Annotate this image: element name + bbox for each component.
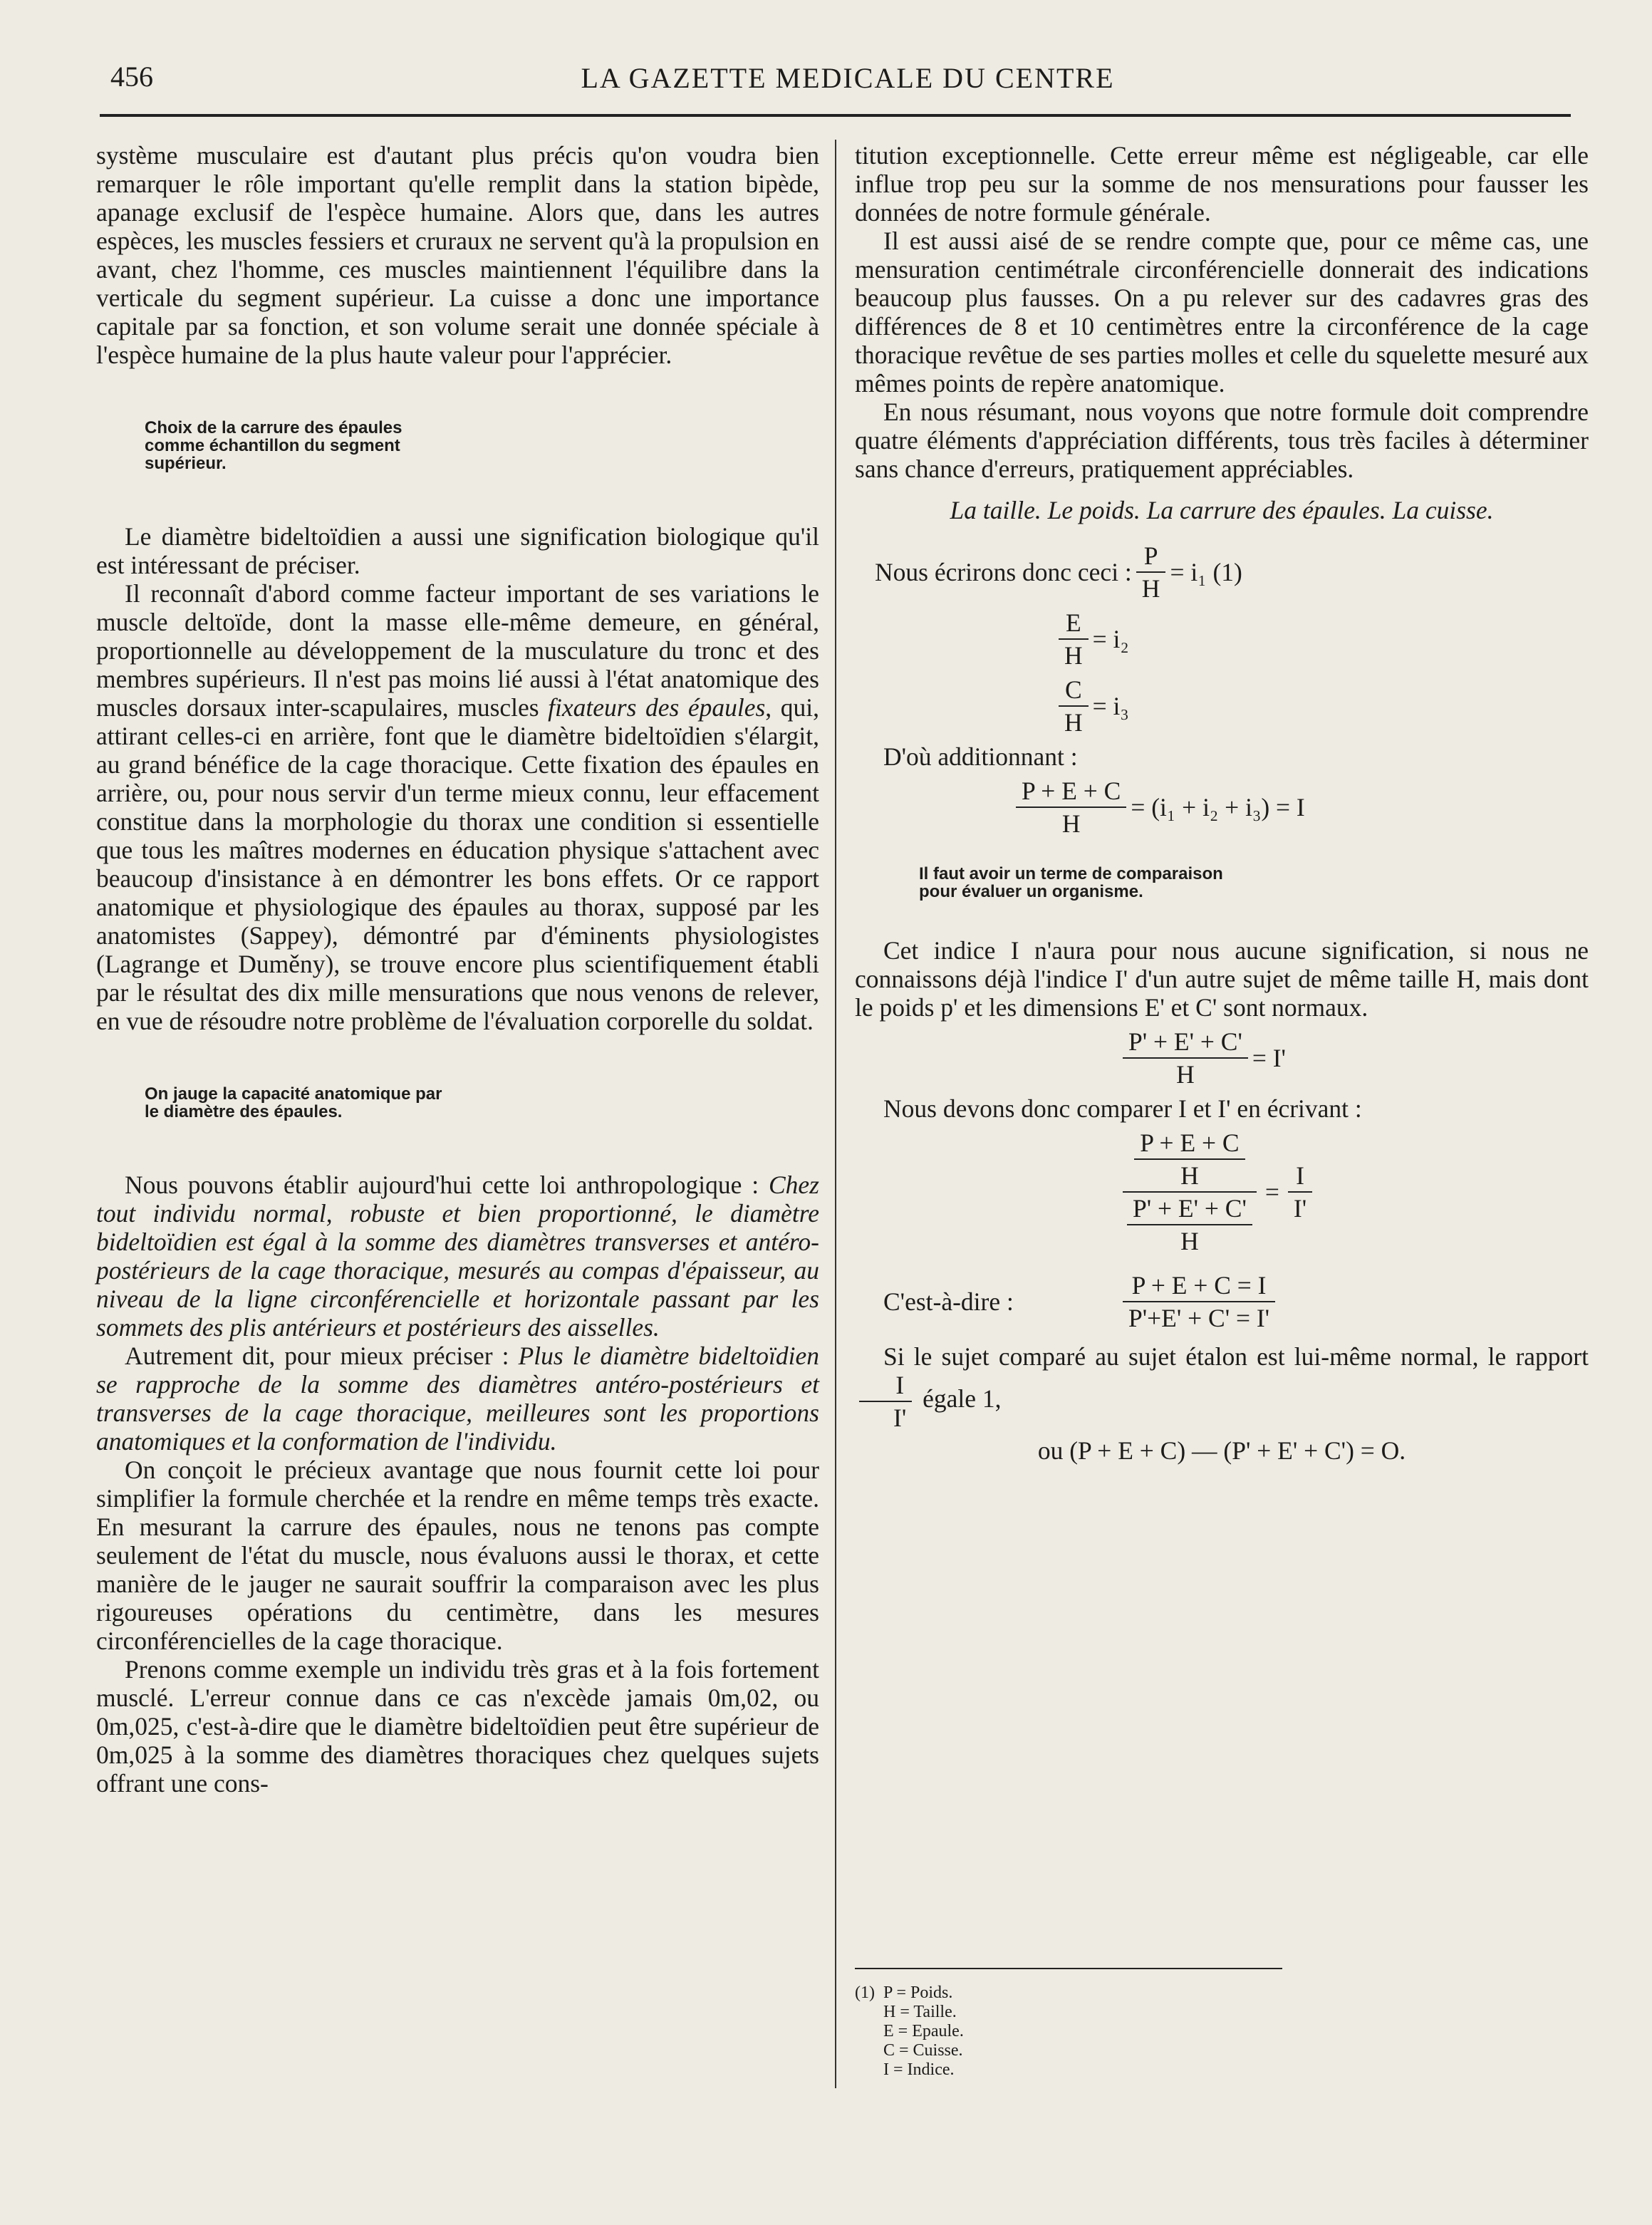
fraction (1127, 1194, 1252, 1255)
denominator: P'+E' + C' = I' (1128, 1304, 1270, 1332)
equation (883, 1271, 1589, 1332)
equation (1118, 1027, 1589, 1089)
fraction-bar (1016, 807, 1126, 808)
text-run: Autrement dit, pour mieux préciser : (125, 1342, 519, 1370)
text-run: Il reconnaît d'abord comme facteur important de ses variations le muscle deltoïde, dont la masse elle-même demeure, en général, proportionnelle au développement de la musculature du tronc et des membres supérieurs. Il n'est pas moins lié aussi à l'état anatomique des muscles dorsaux inter-scapulaires, muscles (96, 579, 819, 722)
footnote (855, 1968, 1282, 2080)
fraction-bar (1123, 1057, 1248, 1059)
italic-run: fixateurs des épaules (548, 693, 766, 722)
fraction (1288, 1161, 1312, 1223)
equation (1054, 608, 1589, 670)
footnote-item: C = Cuisse. (883, 2041, 963, 2060)
equation (1054, 675, 1589, 737)
fraction (1016, 777, 1126, 838)
paragraph: titution exceptionnelle. Cette erreur même est négligeable, car elle influe trop peu sur la somme de nos mensurations pour fausser les données de notre formule générale. (855, 141, 1589, 227)
fraction (1134, 1129, 1245, 1190)
journal-title: LA GAZETTE MEDICALE DU CENTRE (581, 62, 1115, 94)
italic-run: Plus le diamètre bideltoïdien se rapproche de la somme des diamètres antéro-postérieurs et transverses de la cage thoracique, meilleures sont les proportions anatomiques et la conformation de l'individu. (96, 1342, 820, 1456)
fraction-bar (1059, 638, 1089, 640)
header-rule (100, 114, 1571, 117)
elements-line: La taille. Le poids. La carrure des épaules. La cuisse. (950, 496, 1494, 524)
paragraph: Le diamètre bideltoïdien a aussi une signification biologique qu'il est intéressant de préciser. (96, 522, 819, 579)
equation (1118, 1129, 1589, 1255)
equation-rhs: = i₂ (1092, 625, 1129, 653)
numerator: P' + E' + C' (1133, 1194, 1247, 1223)
sidenote: On jauge la capacité anatomique par le diamètre des épaules. (145, 1084, 442, 1121)
equation-intro: C'est-à-dire : (883, 1287, 1014, 1316)
column-divider (835, 140, 836, 2088)
fraction (1136, 541, 1166, 603)
final-equation: ou (P + E + C) — (P' + E' + C') = O. (1037, 1436, 1406, 1465)
fraction (1059, 675, 1089, 737)
equation-rhs: = i₃ (1092, 692, 1129, 720)
footnote-item: I = Indice. (883, 2060, 955, 2079)
equation-block (855, 541, 1589, 838)
fraction-bar (1123, 1191, 1257, 1193)
denominator: I' (1293, 1194, 1307, 1223)
paragraph (96, 1171, 819, 1342)
numerator: P + E + C = I (1131, 1271, 1267, 1300)
numerator: P (1143, 541, 1158, 570)
fraction-bar (1127, 1224, 1252, 1225)
paragraph (96, 579, 819, 1035)
denominator: H (1176, 1060, 1195, 1089)
text-run: Si le sujet comparé au sujet étalon est lui-même normal, le rapport (883, 1342, 1589, 1371)
paragraph: Il est aussi aisé de se rendre compte que, pour ce même cas, une mensuration centimétrale circonférencielle donnerait des indications beaucoup plus fausses. On a pu relever sur des cadavres gras des différences de 8 et 10 centimètres entre la circonférence de la cage thoracique revêtue de ses parties molles et celle du squelette mesuré aux mêmes points de repère anatomique. (855, 227, 1589, 398)
footnote-item: P = Poids. (883, 1983, 953, 2002)
compound-fraction (1123, 1129, 1257, 1255)
equation-rhs: = I' (1252, 1044, 1286, 1072)
paragraph: Nous devons donc comparer I et I' en écrivant : (883, 1094, 1362, 1123)
numerator: P + E + C (1140, 1129, 1240, 1157)
denominator: H (1061, 809, 1081, 838)
equation (875, 541, 1589, 603)
text-run: Nous pouvons établir aujourd'hui cette loi anthropologique : (125, 1171, 769, 1199)
numerator: I (1296, 1161, 1304, 1190)
equals-sign: = (1264, 1178, 1279, 1206)
text-run: , qui, attirant celles-ci en arrière, font que le diamètre bideltoïdien s'élargit, au grand bénéfice de la cage thoracique. Cette fixation des épaules en arrière, ou, pour nous servir d'un terme mieux connu, leur effacement constitue dans la morphologie du thorax une condition si essentielle que tous les maîtres modernes en éducation physique s'attachent avec beaucoup d'insistance à en démontrer les bons effets. Or ce rapport anatomique et physiologique des épaules au thorax, supposé par les anatomistes (Sappey), démontré par d'éminents physiologistes (Lagrange et Duměny), se trouve encore plus scientifiquement établi par le résultat des dix mille mensurations que nous venons de relever, en vue de résoudre notre problème de l'évaluation corporelle du soldat. (96, 693, 819, 1035)
numerator: P' + E' + C' (1128, 1027, 1242, 1056)
footnote-row (855, 1983, 1282, 2080)
footnote-mark: (1) (855, 1983, 875, 2002)
fraction-bar (859, 1401, 912, 1402)
paragraph (855, 1342, 1589, 1432)
paragraph: Cet indice I n'aura pour nous aucune signification, si nous ne connaissons déjà l'indice I' d'un autre sujet de même taille H, mais dont le poids p' et les dimensions E' et C' sont normaux. (855, 936, 1589, 1022)
fraction (1059, 608, 1089, 670)
footnote-list (883, 1983, 964, 2080)
denominator: H (1180, 1161, 1199, 1190)
equation-rhs: = i₁ (1) (1170, 558, 1242, 586)
page-header (107, 56, 1589, 98)
fraction-bar (1123, 1301, 1275, 1302)
equation-rhs: = (i₁ + i₂ + i₃) = I (1131, 793, 1305, 821)
equation (883, 742, 1589, 771)
footnote-item: E = Epaule. (883, 2022, 964, 2040)
right-column (855, 141, 1589, 1465)
paragraph: système musculaire est d'autant plus précis qu'on voudra bien remarquer le rôle important qu'elle remplit dans la station bipède, apanage exclusif de l'espèce humaine. Alors que, dans les autres espèces, les muscles fessiers et cruraux ne servent qu'à la propulsion en avant, chez l'homme, ces muscles maintiennent l'équilibre dans la verticale du segment supérieur. La cuisse a donc une importance capitale par sa fonction, et son volume serait une donnée spéciale à l'espèce humaine de la plus haute valeur pour l'apprécier. (96, 141, 819, 369)
italic-run: Chez tout individu normal, robuste et bien proportionné, le diamètre bideltoïdien est égal à la somme des diamètres transverses et antéro-postérieurs de la cage thoracique, mesurés au compas d'épaisseur, au niveau de la ligne circonférencielle et horizontale passant par les sommets des plis antérieurs et postérieurs des aisselles. (96, 1171, 819, 1342)
paragraph: On conçoit le précieux avantage que nous fournit cette loi pour simplifier la formule cherchée et la rendre en même temps très exacte. En mesurant la carrure des épaules, nous ne tenons pas compte seulement de l'état du muscle, nous évaluons aussi le thorax, et cette manière de le jauger ne saurait souffrir la comparaison avec les plus rigoureuses opérations du centimètre, dans les mesures circonférencielles de la cage thoracique. (96, 1456, 819, 1655)
fraction-bar (1059, 705, 1089, 707)
denominator: H (1180, 1227, 1199, 1255)
denominator: H (1064, 641, 1083, 670)
paragraph: Prenons comme exemple un individu très gras et à la fois fortement musclé. L'erreur connue dans ce cas n'excède jamais 0m,02, ou 0m,025, c'est-à-dire que le diamètre bideltoïdien peut être supérieur de 0m,025 à la somme des diamètres thoraciques chez quelques sujets offrant une cons- (96, 1655, 819, 1798)
fraction (859, 1371, 912, 1432)
paragraph (96, 1342, 819, 1456)
fraction (1123, 1027, 1248, 1089)
sidenote: Choix de la carrure des épaules comme échantillon du segment supérieur. (145, 418, 402, 473)
sidenote: Il faut avoir un terme de comparaison pour évaluer un organisme. (919, 864, 1223, 901)
numerator: C (1064, 675, 1082, 704)
denominator: H (1064, 708, 1083, 737)
text-run: égale 1, (923, 1384, 1002, 1414)
fraction-bar (1136, 571, 1166, 573)
numerator: P + E + C (1022, 777, 1121, 805)
footnote-item: H = Taille. (883, 2003, 957, 2021)
left-column (96, 141, 819, 1798)
numerator: E (1065, 608, 1081, 637)
equation (1012, 777, 1589, 838)
page-number: 456 (110, 61, 153, 93)
denominator: H (1141, 574, 1160, 603)
fraction-bar (1288, 1191, 1312, 1193)
denominator: I' (893, 1404, 907, 1432)
numerator: I (895, 1371, 905, 1399)
fraction (1123, 1271, 1275, 1332)
paragraph: En nous résumant, nous voyons que notre formule doit comprendre quatre éléments d'appréciation différents, tous très faciles à déterminer sans chance d'erreurs, pratiquement appréciables. (855, 398, 1589, 483)
fraction-bar (1134, 1158, 1245, 1160)
equation-intro: D'où additionnant : (883, 742, 1078, 771)
equation-intro: Nous écrirons donc ceci : (875, 558, 1132, 586)
